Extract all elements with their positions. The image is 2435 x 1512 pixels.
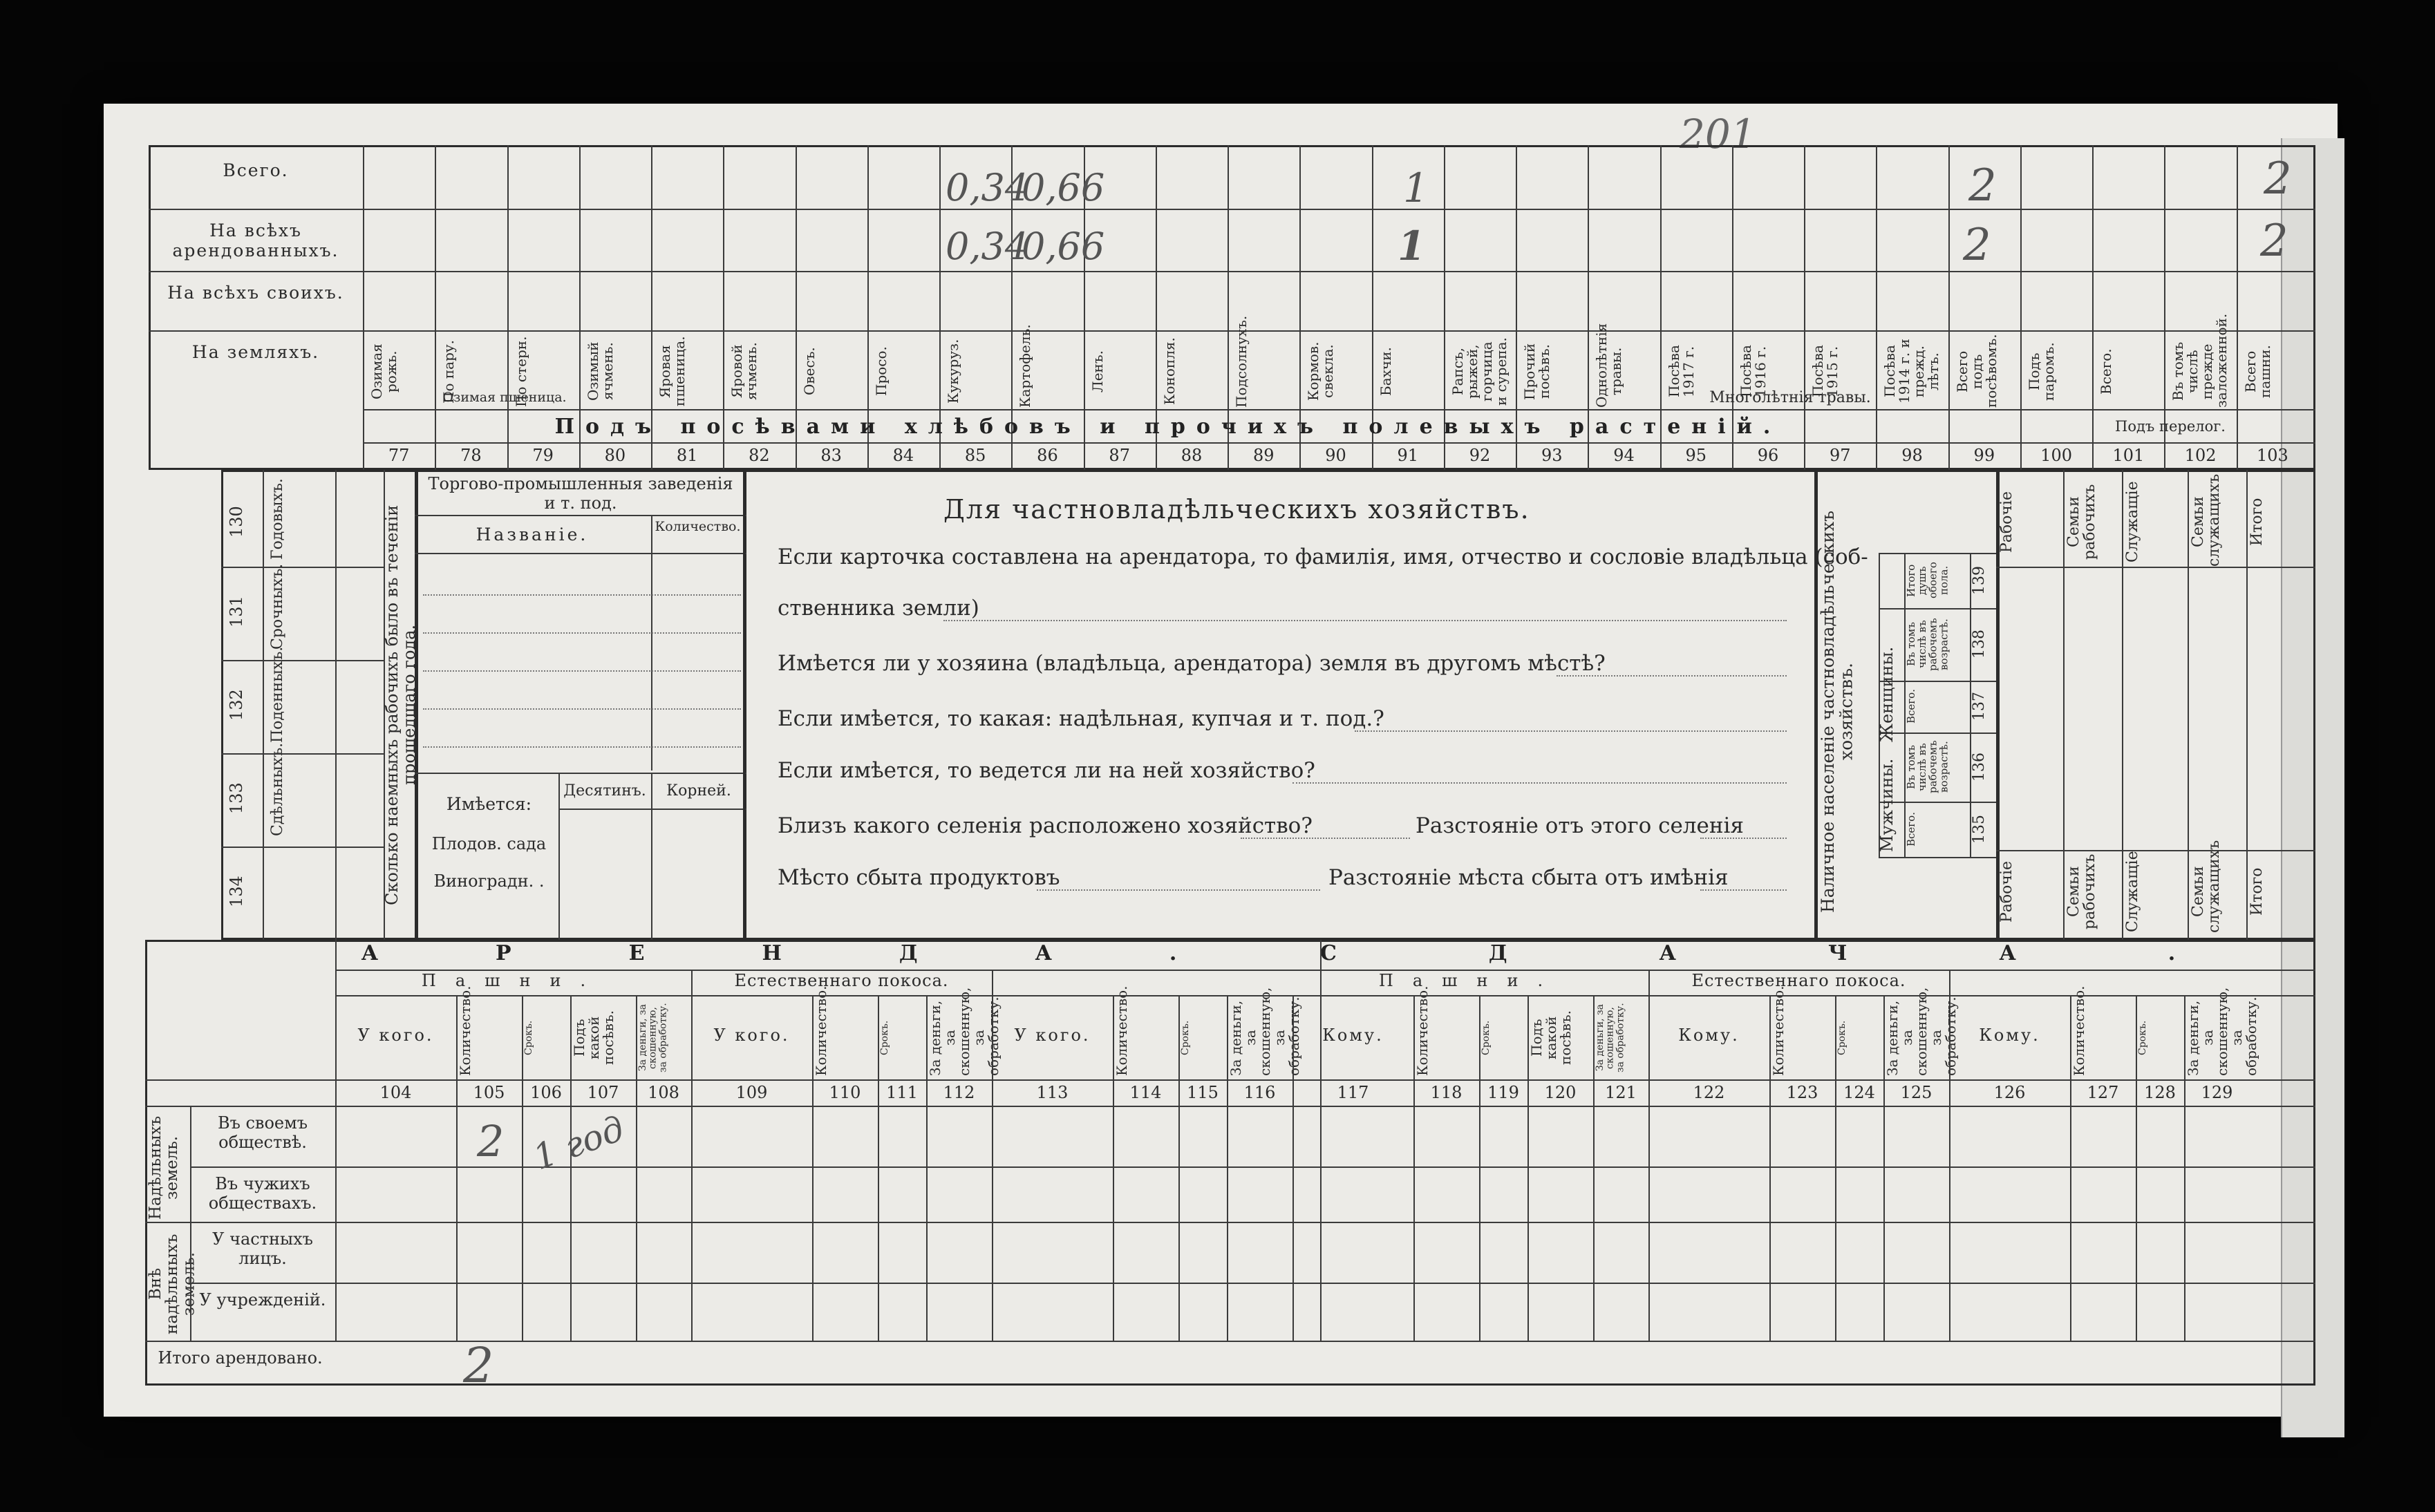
lease-row-label: У частныхъ лицъ. bbox=[212, 1229, 313, 1268]
col-number: 85 bbox=[964, 446, 986, 465]
lease-col-header: Срокъ. bbox=[879, 1020, 890, 1056]
staff-header-top: Рабочіе bbox=[1998, 491, 2015, 553]
men-label: Мужчины. bbox=[1877, 758, 1897, 852]
trade-qty-header: Количество. bbox=[655, 519, 741, 534]
lease-col-header: За деньги, за скошенную, за обработку. bbox=[927, 987, 1002, 1076]
has-label: Имѣется: bbox=[446, 794, 532, 814]
worker-label-divider bbox=[335, 470, 337, 940]
vineyard-label: Виноградн. . bbox=[433, 871, 545, 891]
col-header: Кукуруз. bbox=[945, 339, 962, 404]
question-text: Мѣсто сбыта продуктовъ bbox=[778, 865, 1060, 890]
lease-col-number: 127 bbox=[2087, 1083, 2119, 1102]
lease-col-header: Срокъ. bbox=[1180, 1020, 1191, 1056]
subheader-fallow: Подъ перелог. bbox=[2115, 418, 2226, 435]
col-header: Ленъ. bbox=[1089, 350, 1106, 393]
garden-label: Плодов. сада bbox=[431, 834, 547, 853]
lease-col-header: Количество. bbox=[1770, 985, 1787, 1076]
hw-rented-99: 2 bbox=[1963, 220, 1991, 271]
lease-row-label: Итого арендовано. bbox=[158, 1348, 323, 1368]
lease-col-number: 126 bbox=[1993, 1083, 2026, 1102]
pop-number: 139 bbox=[1971, 566, 1988, 595]
hw-row1-term: 1 год bbox=[528, 1108, 630, 1178]
pop-row-divider-end bbox=[1879, 857, 1996, 858]
staff-mid-bottom bbox=[1996, 850, 2315, 851]
lease-col-number: 129 bbox=[2201, 1083, 2233, 1102]
staff-divider bbox=[2246, 470, 2248, 940]
row-group-divider bbox=[190, 1106, 191, 1341]
lease-col-header: Количество. bbox=[2071, 985, 2087, 1076]
col-number: 95 bbox=[1685, 446, 1707, 465]
number-divider bbox=[363, 442, 2315, 444]
col-header: Всего подъ посѣвомъ. bbox=[1953, 334, 2000, 408]
lease-col-header: Количество. bbox=[813, 985, 829, 1076]
col-header: Всего пашни. bbox=[2241, 345, 2273, 398]
col-header: Подъ паромъ. bbox=[2025, 342, 2057, 401]
hw-rented-91: 1 bbox=[1398, 223, 1426, 270]
lease-col-header: Количество. bbox=[1113, 985, 1130, 1076]
col-number: 88 bbox=[1181, 446, 1203, 465]
lease-col-header: У кого. bbox=[1014, 1026, 1091, 1045]
lease-col-header: Срокъ. bbox=[1480, 1020, 1492, 1056]
worker-num-divider bbox=[263, 470, 264, 940]
hw-total-86: 0,66 bbox=[1022, 166, 1105, 209]
question-text: ственника земли) bbox=[778, 596, 979, 621]
question-text: Близъ какого селенія расположено хозяйство? bbox=[778, 813, 1313, 838]
col-header: По стерн. bbox=[512, 336, 529, 407]
lease-col-header: Кому. bbox=[1322, 1026, 1384, 1045]
korney-header: Корней. bbox=[666, 782, 731, 800]
col-number: 80 bbox=[604, 446, 626, 465]
col-number: 103 bbox=[2256, 446, 2288, 465]
worker-number: 134 bbox=[227, 876, 246, 907]
allotment-group-label: Надѣльныхъ земель. bbox=[147, 1115, 182, 1220]
worker-label: Срочныхъ. bbox=[269, 563, 286, 650]
lease-col-number: 113 bbox=[1036, 1083, 1069, 1102]
staff-header-bottom: Рабочіе bbox=[1998, 860, 2015, 923]
lease-col-number: 123 bbox=[1786, 1083, 1818, 1102]
lease-col-number: 117 bbox=[1337, 1083, 1369, 1102]
lease-col-header: Срокъ. bbox=[1836, 1020, 1848, 1056]
col-divider bbox=[2092, 145, 2094, 470]
col-number: 90 bbox=[1325, 446, 1346, 465]
staff-header-top: Итого bbox=[2248, 498, 2266, 546]
staff-header-bottom: Итого bbox=[2248, 867, 2266, 916]
col-number: 77 bbox=[388, 446, 410, 465]
pop-group: Всего. bbox=[1905, 812, 1917, 847]
question-text: Если карточка составлена на арендатора, то фамилія, имя, отчество и сословіе владѣльца (соб- bbox=[778, 545, 1868, 569]
non-allotment-group-label: Внѣ надѣльныхъ земель. bbox=[147, 1234, 198, 1334]
lease-row-divider bbox=[190, 1283, 2315, 1284]
lease-col-header: Подъ какой посѣвъ. bbox=[1528, 1010, 1574, 1066]
hw-rented-85: 0,34 bbox=[946, 225, 1029, 268]
col-header: Яровая пшеница. bbox=[657, 336, 688, 407]
col-number: 83 bbox=[820, 446, 842, 465]
lease-col-header: Кому. bbox=[1678, 1026, 1740, 1045]
lease-in-arable: Пашни. bbox=[421, 971, 605, 990]
lease-row-divider bbox=[190, 1166, 2315, 1168]
lease-number-rule bbox=[145, 1079, 2315, 1081]
women-label: Женщины. bbox=[1877, 646, 1897, 743]
lease-col-number: 106 bbox=[530, 1083, 562, 1102]
col-header: Озимая рожь. bbox=[368, 343, 399, 399]
staff-mid-top bbox=[1996, 567, 2315, 568]
lease-col-number: 119 bbox=[1487, 1083, 1519, 1102]
lease-col-header: За деньги, за скошенную, за обработку. bbox=[637, 1003, 669, 1073]
lease-col-number: 114 bbox=[1129, 1083, 1162, 1102]
col-number: 81 bbox=[676, 446, 698, 465]
row-label: На всѣхъ своихъ. bbox=[167, 283, 344, 303]
worker-divider bbox=[221, 567, 384, 568]
desyatin-header: Десятинъ. bbox=[563, 782, 646, 800]
worker-label: Сдѣльныхъ. bbox=[269, 742, 286, 836]
col-number: 79 bbox=[532, 446, 554, 465]
lease-col-number: 108 bbox=[648, 1083, 679, 1102]
sown-area-banner: Подъ посѣвами хлѣбовъ и прочихъ полевыхъ растеній. bbox=[554, 415, 1782, 439]
col-number: 93 bbox=[1541, 446, 1563, 465]
col-header: Въ томъ числѣ прежде заложенной. bbox=[2170, 313, 2230, 408]
lease-col-number: 128 bbox=[2144, 1083, 2176, 1102]
staff-header-top: Семьи служащихъ bbox=[2190, 473, 2224, 567]
lease-col-number: 105 bbox=[473, 1083, 505, 1102]
col-divider bbox=[2020, 145, 2022, 470]
row-divider bbox=[149, 330, 2315, 332]
lease-col-header: Количество. bbox=[457, 985, 473, 1076]
lease-col-header: Кому. bbox=[1979, 1026, 2040, 1045]
pop-row-divider bbox=[1879, 553, 1996, 554]
col-number: 87 bbox=[1109, 446, 1130, 465]
lease-header-rule bbox=[335, 995, 2315, 996]
staff-header-top: Семьи рабочихъ bbox=[2065, 484, 2099, 560]
answer-line bbox=[1355, 730, 1787, 732]
worker-number: 133 bbox=[227, 782, 246, 814]
col-header: Конопля. bbox=[1160, 337, 1178, 406]
col-header: Бахчи. bbox=[1377, 347, 1394, 396]
pop-row-divider bbox=[1879, 608, 1996, 609]
col-header: Озимый ячмень. bbox=[584, 341, 616, 401]
lease-col-header: У кого. bbox=[713, 1026, 790, 1045]
answer-line bbox=[943, 620, 1787, 621]
question-text: Если имѣется, то какая: надѣльная, купчая и т. под.? bbox=[778, 706, 1384, 731]
col-number: 89 bbox=[1252, 446, 1275, 465]
lease-col-number: 104 bbox=[379, 1083, 412, 1102]
hw-total-91: 1 bbox=[1403, 164, 1429, 211]
lease-col-header: За деньги, за скошенную, за обработку. bbox=[1595, 1003, 1626, 1073]
label-col-divider bbox=[363, 145, 364, 470]
question-text: Если имѣется, то ведется ли на ней хозяйство? bbox=[778, 758, 1315, 783]
col-header: Посѣва 1914 г. и прежд. лѣтъ. bbox=[1881, 339, 1942, 404]
col-header: Просо. bbox=[872, 346, 890, 397]
lease-col-header: За деньги, за скошенную, за обработку. bbox=[1884, 987, 1959, 1076]
staff-header-bottom: Семьи рабочихъ bbox=[2065, 853, 2099, 929]
lease-col-number: 124 bbox=[1843, 1083, 1875, 1102]
page-number: 201 bbox=[1680, 111, 1756, 158]
worker-label: Поденныхъ. bbox=[269, 646, 286, 743]
answer-line bbox=[1700, 838, 1787, 839]
pop-number: 137 bbox=[1971, 692, 1988, 721]
pop-group: Итого душъ обоего пола. bbox=[1905, 562, 1950, 599]
subheader-perennial-grasses: Многолѣтнія травы. bbox=[1709, 389, 1871, 406]
col-number: 96 bbox=[1757, 446, 1779, 465]
col-header: Посѣва 1917 г. bbox=[1665, 345, 1697, 398]
lease-out-hay: Естественнаго покоса. bbox=[1691, 971, 1906, 990]
col-header: Однолѣтнія травы. bbox=[1593, 323, 1625, 408]
lease-out-title: СДАЧА. bbox=[1320, 941, 2328, 965]
lease-col-number: 111 bbox=[886, 1083, 918, 1102]
staff-header-bottom: Семьи служащихъ bbox=[2190, 840, 2224, 933]
header-divider bbox=[363, 409, 2315, 410]
lease-col-number: 107 bbox=[587, 1083, 619, 1102]
pop-number: 136 bbox=[1971, 753, 1988, 782]
lease-col-number: 125 bbox=[1900, 1083, 1933, 1102]
answer-line bbox=[1292, 782, 1787, 784]
hw-total-85: 0,34 bbox=[946, 166, 1029, 209]
staff-divider bbox=[2063, 470, 2065, 940]
col-header: Яровой ячмень. bbox=[728, 342, 760, 401]
lease-col-header: У кого. bbox=[357, 1026, 434, 1045]
hw-total-qty: 2 bbox=[463, 1337, 494, 1394]
lease-col-number: 112 bbox=[943, 1083, 975, 1102]
lease-row-label: Въ своемъ обществѣ. bbox=[217, 1113, 308, 1152]
answer-line bbox=[1241, 838, 1410, 839]
question-text: Разстояніе отъ этого селенія bbox=[1416, 813, 1744, 838]
worker-number: 130 bbox=[227, 506, 246, 538]
group-divider bbox=[992, 970, 993, 995]
col-number: 91 bbox=[1397, 446, 1419, 465]
col-header: Рапсъ, рыжей, горчица и сурепа. bbox=[1449, 337, 1510, 406]
hw-rented-86: 0,66 bbox=[1022, 225, 1105, 268]
lease-out-arable: Пашни. bbox=[1378, 971, 1563, 990]
hired-workers-title: Сколько наемныхъ рабочихъ было въ теченіи прошедшаго года. bbox=[382, 504, 420, 905]
lease-row-label: У учрежденій. bbox=[199, 1290, 326, 1310]
col-number: 78 bbox=[460, 446, 482, 465]
worker-divider bbox=[221, 753, 384, 755]
row-divider bbox=[149, 271, 2315, 272]
lease-in-title: АРЕНДА. bbox=[361, 941, 1295, 965]
col-number: 99 bbox=[1973, 446, 1995, 465]
population-title: Наличное населеніе частновладѣльческихъ хозяйствъ. bbox=[1818, 510, 1856, 914]
col-number: 84 bbox=[892, 446, 914, 465]
pop-number: 135 bbox=[1971, 815, 1988, 844]
col-number: 97 bbox=[1830, 446, 1851, 465]
lease-row-divider bbox=[145, 1222, 2315, 1223]
worker-divider bbox=[221, 847, 384, 848]
group-divider bbox=[1949, 970, 1950, 995]
trade-name-header: Названіе. bbox=[476, 525, 589, 545]
col-number: 82 bbox=[749, 446, 770, 465]
lease-split bbox=[1320, 940, 1322, 1341]
lease-col-header: Срокъ. bbox=[523, 1020, 534, 1056]
col-header: Подсолнухъ. bbox=[1233, 315, 1250, 408]
lease-col-number: 115 bbox=[1187, 1083, 1219, 1102]
pop-group: Въ томъ числѣ въ рабочемъ возрастѣ. bbox=[1905, 618, 1950, 671]
pop-number: 138 bbox=[1971, 630, 1988, 659]
lease-row-label: Въ чужихъ обществахъ. bbox=[208, 1174, 317, 1213]
lease-col-header: За деньги, за скошенную, за обработку. bbox=[1228, 987, 1302, 1076]
lease-col-number: 122 bbox=[1693, 1083, 1725, 1102]
staff-divider bbox=[2188, 470, 2189, 940]
row-label: Всего. bbox=[223, 160, 289, 180]
worker-label: Годовыхъ. bbox=[269, 478, 286, 560]
worker-number: 132 bbox=[227, 689, 246, 721]
col-header: По пару. bbox=[440, 339, 458, 404]
staff-header-bottom: Служащіе bbox=[2124, 851, 2141, 932]
col-number: 101 bbox=[2112, 446, 2145, 465]
hw-row1-qty: 2 bbox=[477, 1116, 505, 1166]
lease-col-divider bbox=[691, 995, 693, 1341]
col-header: Посѣва 1916 г. bbox=[1737, 345, 1769, 398]
row-label: На всѣхъ арендованныхъ. bbox=[172, 220, 339, 261]
col-header: Кормов. свекла. bbox=[1305, 341, 1337, 401]
worker-divider bbox=[221, 660, 384, 661]
col-header: Прочий посѣвъ. bbox=[1521, 343, 1553, 400]
col-header: Всего. bbox=[2098, 348, 2115, 395]
answer-line bbox=[1037, 889, 1320, 891]
subheader-winter-wheat: Озимая пшеница. bbox=[442, 390, 567, 405]
lease-in-hay: Естественнаго покоса. bbox=[734, 971, 949, 990]
lease-col-header: Количество. bbox=[1414, 985, 1431, 1076]
lease-col-divider bbox=[1292, 995, 1294, 1341]
lease-col-number: 118 bbox=[1430, 1083, 1463, 1102]
col-number: 100 bbox=[2040, 446, 2072, 465]
lease-body-rule bbox=[145, 1106, 2315, 1107]
lease-col-number: 116 bbox=[1243, 1083, 1276, 1102]
worker-label bbox=[270, 853, 332, 929]
lease-col-header: Подъ какой посѣвъ. bbox=[571, 1010, 617, 1066]
private-estates-title: Для частновладѣльческихъ хозяйствъ. bbox=[943, 494, 1530, 525]
hw-total-99: 2 bbox=[1968, 160, 1997, 211]
col-number: 86 bbox=[1037, 446, 1058, 465]
col-number: 102 bbox=[2184, 446, 2217, 465]
lease-col-divider bbox=[1648, 995, 1650, 1341]
lease-col-divider bbox=[992, 995, 993, 1341]
staff-divider bbox=[2122, 470, 2123, 940]
lease-col-number: 120 bbox=[1544, 1083, 1577, 1102]
pop-group: Всего. bbox=[1905, 689, 1917, 724]
trade-title: Торгово-промышленныя заведенія и т. под. bbox=[428, 474, 733, 513]
staff-header-top: Служащіе bbox=[2124, 481, 2141, 563]
lease-col-divider bbox=[335, 995, 337, 1341]
question-text: Имѣется ли у хозяина (владѣльца, арендатора) земля въ другомъ мѣстѣ? bbox=[778, 651, 1606, 676]
row-label: На земляхъ. bbox=[191, 342, 320, 362]
lease-col-header: За деньги, за скошенную, за обработку. bbox=[2185, 987, 2259, 1076]
col-header: Картофель. bbox=[1017, 324, 1034, 408]
answer-line bbox=[1700, 889, 1787, 891]
col-header: Овесъ. bbox=[800, 347, 818, 396]
pop-group: Въ томъ числѣ въ рабочемъ возрастѣ. bbox=[1905, 740, 1950, 794]
worker-number: 131 bbox=[227, 596, 246, 627]
col-number: 98 bbox=[1901, 446, 1923, 465]
hw-rented-103: 2 bbox=[2260, 216, 2288, 267]
lease-col-divider bbox=[1949, 995, 1950, 1341]
col-number: 92 bbox=[1469, 446, 1491, 465]
col-number: 94 bbox=[1613, 446, 1635, 465]
lease-col-number: 109 bbox=[735, 1083, 768, 1102]
hw-total-103: 2 bbox=[2264, 153, 2292, 205]
lease-col-header: Срокъ. bbox=[2137, 1020, 2148, 1056]
lease-col-number: 110 bbox=[829, 1083, 861, 1102]
answer-line bbox=[1557, 675, 1787, 677]
lease-col-number: 121 bbox=[1605, 1083, 1637, 1102]
question-text: Разстояніе мѣста сбыта отъ имѣнія bbox=[1328, 865, 1729, 890]
col-header: Посѣва 1915 г. bbox=[1809, 345, 1841, 398]
